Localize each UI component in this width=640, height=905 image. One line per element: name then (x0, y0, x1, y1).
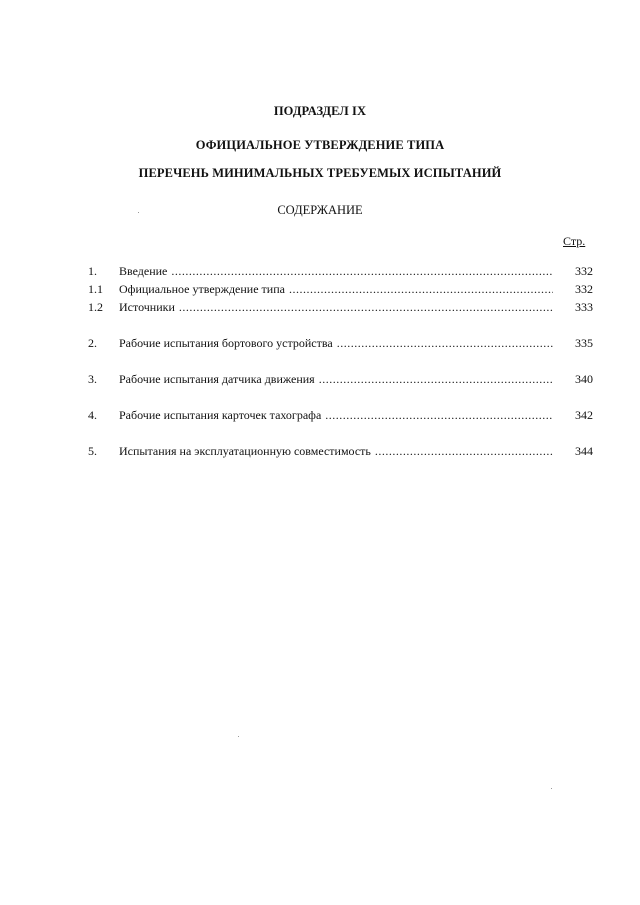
toc-entry-page: 344 (575, 444, 593, 458)
dot-leader (179, 298, 553, 316)
toc-entry-number: 1.1 (88, 282, 103, 296)
toc-entry[interactable] (88, 262, 593, 280)
table-of-contents (88, 262, 593, 460)
toc-entry-page: 332 (575, 264, 593, 278)
toc-entry-title-wrap (119, 406, 553, 424)
toc-entry-title: Рабочие испытания бортового устройства (119, 336, 333, 350)
scan-speck (238, 736, 239, 737)
toc-entry-title: Источники (119, 300, 175, 314)
toc-entry-title-wrap (119, 334, 553, 352)
toc-entry-number: 4. (88, 408, 97, 422)
toc-entry-title-wrap (119, 280, 553, 298)
toc-entry[interactable] (88, 442, 593, 460)
toc-entry-number: 3. (88, 372, 97, 386)
toc-entry-title-wrap (119, 442, 553, 460)
scan-speck (551, 788, 552, 789)
toc-entry-title: Рабочие испытания карточек тахографа (119, 408, 322, 422)
section-title: ОФИЦИАЛЬНОЕ УТВЕРЖДЕНИЕ ТИПА (195, 138, 445, 152)
toc-entry-title-wrap (119, 370, 553, 388)
toc-entry-number: 1.2 (88, 300, 103, 314)
dot-leader (375, 442, 553, 460)
toc-entry-page: 333 (575, 300, 593, 314)
toc-entry[interactable] (88, 406, 593, 424)
toc-entry-title: Испытания на эксплуатационную совместимость (119, 444, 371, 458)
scan-speck (138, 212, 139, 213)
toc-entry-title: Официальное утверждение типа (119, 282, 285, 296)
dot-leader (337, 334, 553, 352)
toc-entry-title-wrap (119, 262, 553, 280)
subsection-heading: ПОДРАЗДЕЛ IX (273, 104, 367, 118)
toc-entry-number: 5. (88, 444, 97, 458)
toc-entry-title: Введение (119, 264, 168, 278)
toc-entry-page: 342 (575, 408, 593, 422)
toc-entry-number: 2. (88, 336, 97, 350)
contents-title: СОДЕРЖАНИЕ (277, 203, 363, 217)
toc-entry[interactable] (88, 370, 593, 388)
toc-entry-title: Рабочие испытания датчика движения (119, 372, 315, 386)
toc-entry-title-wrap (119, 298, 553, 316)
toc-entry-page: 332 (575, 282, 593, 296)
toc-entry[interactable] (88, 334, 593, 352)
dot-leader (171, 262, 553, 280)
section-subtitle: ПЕРЕЧЕНЬ МИНИМАЛЬНЫХ ТРЕБУЕМЫХ ИСПЫТАНИЙ (138, 166, 502, 180)
dot-leader (319, 370, 553, 388)
page-column-label: Стр. (563, 234, 586, 248)
toc-entry[interactable] (88, 298, 593, 316)
toc-entry-page: 340 (575, 372, 593, 386)
dot-leader (289, 280, 553, 298)
toc-entry-number: 1. (88, 264, 97, 278)
toc-entry-page: 335 (575, 336, 593, 350)
toc-entry[interactable] (88, 280, 593, 298)
dot-leader (325, 406, 553, 424)
